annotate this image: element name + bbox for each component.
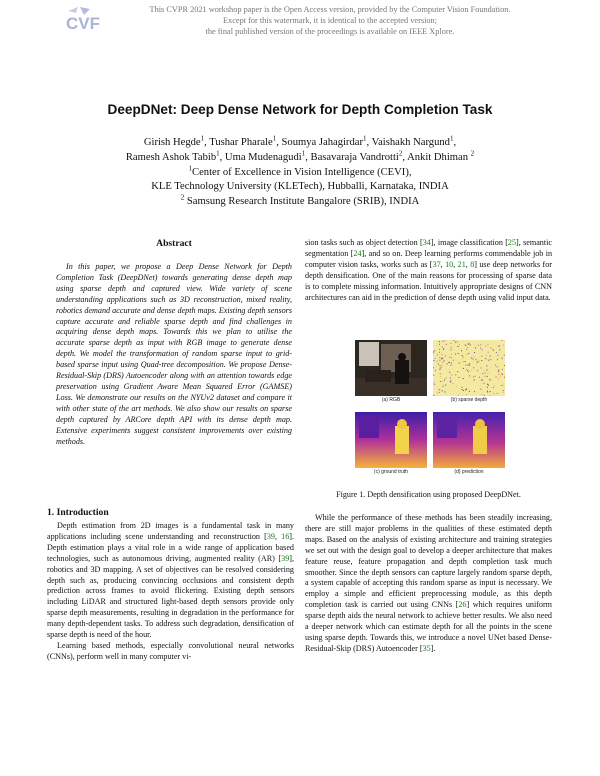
intro-paragraph-1: Depth estimation from 2D images is a fundamental task in many applications including scene understanding and reconstruction [39, 16]. Depth estimation plays a vital role in a wide range of application based technologies, such as autonomous driving, augmented reality (AR) [39], robotics and 3D mapping. A set of objectives can be resolved considering depth such as, producing convincing occlusions and consistent depth prediction across frames to avoid flickering. Existing depth sensors including LiDAR and structured light-based depth sensors provide only sparse depth measurements, resulting in degradation in the performance for many depth-dependent tasks. To address such degradation, densification of sparse depth is need of the hour. — [47, 521, 294, 640]
abstract-text: In this paper, we propose a Deep Dense Network for Depth Completion Task (DeepDNet) towards generating dense depth map using sparse depth and captured view. Wide variety of scene understanding applications such as 3D reconstruction, mixed reality, robotics demand accurate and dense depth maps. Existing depth sensors capture accurate and reliable sparse depth and find challenges in acquiring dense depth maps. Towards this we plan to utilise the accurate sparse depth as input with RGB image to generate dense depth. We model the transformation of random sparse input to grid-based sparse input using Quad-tree decomposition. We propose Dense-Residual-Skip (DRS) Autoencoder along with an attention towards edge preservation using Gradient Aware Mean Squared Error (GAMSE) Loss. We demonstrate our results on the NYUv2 dataset and compare it with other state of the art methods. We also show our results on sparse depth captured by ARCore depth API with its dense depth map. Extensive experiments suggest consistent improvements over existing methods. — [56, 262, 292, 446]
citation-link[interactable]: 10 — [445, 259, 454, 269]
author-name: Soumya Jahagirdar — [281, 137, 363, 148]
citation-link[interactable]: 34 — [422, 238, 431, 247]
intro-paragraph-3: While the performance of these methods has been steadily increasing, there are still major problems in the qualities of these estimated depth maps. Based on the analysis of existing architecture and training strategies we set out with the design goal to develop a deeper architecture that makes feature reuse, feature propagation and depth completion task much smoother. Since the depth sensors can capture largely random sparse depth, a system capable of accepting this random sparse as input is necessary. We employ a simple and efficient preprocessing module, as this depth completion task is carried out using CNNs [26] which requires uniform sparse depth aids the neural network to achieve better results. We also need a deeper network which can estimate depth for all the points in the scene using sparse depth. Towards this, we introduce a novel UNet based Dense-Residual-Skip (DRS) Autoencoder [35]. — [305, 513, 552, 653]
watermark-line-3: the final published version of the proceedings is available on IEEE Xplore. — [205, 27, 455, 36]
introduction-body — [47, 521, 294, 663]
author-name: Ankit Dhiman — [407, 151, 469, 163]
citation-link[interactable]: 37 — [432, 259, 441, 269]
author-name: Vaishakh Nargund — [371, 137, 450, 148]
abstract-heading: Abstract — [156, 238, 192, 249]
sparse-depth-image — [433, 340, 505, 396]
rgb-image — [355, 340, 427, 396]
ground-truth-image — [355, 412, 427, 468]
citation-link[interactable]: 26 — [458, 600, 467, 610]
citation-link[interactable]: 16 — [281, 531, 290, 541]
figure-label-b: (b) sparse depth — [450, 397, 488, 403]
figure-label-c: (c) ground truth — [373, 469, 409, 475]
citation-link[interactable]: 21 — [457, 259, 466, 269]
affiliation-1: $^1$Center of Excellence in Vision Intelligence (CEVI), — [188, 164, 412, 178]
watermark-line-2: Except for this watermark, it is identical to the accepted version; — [222, 16, 438, 25]
paper-title: DeepDNet: Deep Dense Network for Depth Completion Task — [107, 102, 493, 117]
right-column-top — [305, 238, 552, 303]
author-line-1: Girish Hegde$^1$, Tushar Pharale$^1$, Soumya Jahagirdar$^1$, Vaishakh Nargund$^1$, — [143, 134, 457, 148]
affiliation-1-cont: KLE Technology University (KLETech), Hubballi, Karnataka, INDIA — [151, 181, 449, 193]
affiliation-2: $^2$ Samsung Research Institute Bangalore (SRIB), INDIA — [180, 193, 420, 208]
author-block — [40, 136, 560, 210]
intro-paragraph-2-cont: sion tasks such as object detection [34], image classification [25], semantic segmentation [24], and so on. Deep learning performs commendable job in computer vision tasks, works such as [37, 10, 21, 8] use deep networks for depth densification. One of the main reasons for processing of sparse data is to complete missing information. Intuitively appropriate designs of CNN architectures can aid in the prediction of dense depth using valid input data. — [305, 238, 553, 302]
author-name: Ramesh Ashok Tabib — [125, 151, 217, 163]
svg-text:CVF: CVF — [66, 14, 100, 33]
cvf-logo — [64, 5, 104, 33]
watermark-notice — [110, 4, 550, 37]
author-line-2: Ramesh Ashok Tabib$^1$, Uma Mudenagudi$^1$, Basavaraja Vandrotti$^2$, Ankit Dhiman $^2$ — [125, 149, 475, 163]
figure-label-a: (a) RGB — [381, 397, 401, 403]
right-column-bottom — [305, 513, 552, 655]
figure-label-d: (d) prediction — [454, 469, 484, 475]
watermark-line-1: This CVPR 2021 workshop paper is the Open Access version, provided by the Computer Vision Foundation. — [149, 5, 511, 14]
section-heading-introduction: 1. Introduction — [47, 507, 109, 518]
abstract-body — [56, 262, 292, 447]
figure-1 — [355, 340, 505, 490]
author-name: Tushar Pharale — [209, 137, 273, 148]
intro-paragraph-2: Learning based methods, especially convolutional neural networks (CNNs), perform well in many computer vi- — [47, 640, 294, 661]
citation-link[interactable]: 8 — [470, 259, 475, 269]
figure-caption: Figure 1. Depth densification using proposed DeepDNet. — [336, 490, 521, 499]
prediction-image — [433, 412, 505, 468]
citation-link[interactable]: 39 — [266, 531, 275, 541]
author-name: Girish Hegde — [143, 137, 201, 148]
author-name: Basavaraja Vandrotti — [310, 151, 399, 163]
author-name: Uma Mudenagudi — [224, 151, 302, 163]
citation-link[interactable]: 35 — [422, 643, 431, 653]
citation-link[interactable]: 25 — [507, 238, 517, 247]
citation-link[interactable]: 39 — [281, 553, 290, 563]
citation-link[interactable]: 24 — [353, 248, 362, 258]
